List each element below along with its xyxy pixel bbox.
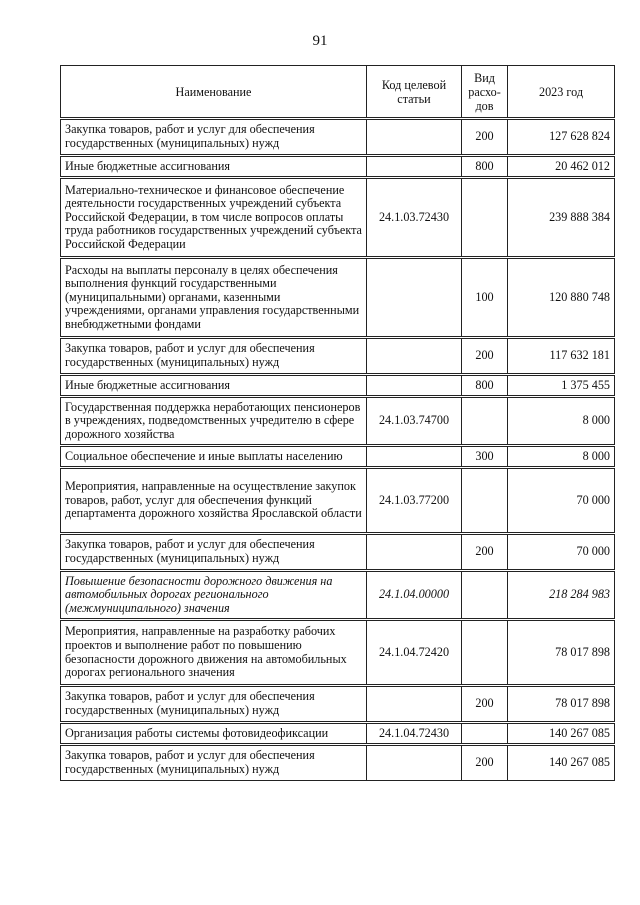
row-name: Организация работы системы фотовидеофиксации [61, 723, 367, 745]
row-code [367, 534, 462, 571]
row-amount: 140 267 085 [508, 745, 615, 781]
row-amount: 8 000 [508, 446, 615, 468]
row-code [367, 119, 462, 156]
header-name: Наименование [61, 66, 367, 119]
row-name: Закупка товаров, работ и услуг для обеспечения государственных (муниципальных) нужд [61, 338, 367, 375]
row-amount: 239 888 384 [508, 178, 615, 258]
row-type: 100 [462, 258, 508, 338]
row-amount: 120 880 748 [508, 258, 615, 338]
row-code: 24.1.03.77200 [367, 468, 462, 534]
table-row [61, 468, 615, 534]
table-row [61, 258, 615, 338]
row-code: 24.1.04.72420 [367, 620, 462, 686]
row-name: Расходы на выплаты персоналу в целях обеспечения выполнения функций государственными (муниципальными) органами, казенными учреждениями, органами управления государственными внебюджетными фондами [61, 258, 367, 338]
row-type: 200 [462, 338, 508, 375]
row-type: 300 [462, 446, 508, 468]
header-code: Код целевой статьи [367, 66, 462, 119]
row-code: 24.1.03.74700 [367, 397, 462, 446]
row-name: Закупка товаров, работ и услуг для обеспечения государственных (муниципальных) нужд [61, 686, 367, 723]
row-amount: 218 284 983 [508, 571, 615, 620]
row-type: 200 [462, 534, 508, 571]
row-name: Материально-техническое и финансовое обеспечение деятельности государственных учреждений субъекта Российской Федерации, в том числе вопросов оплаты труда работников государственных учреждений субъекта Российской Федерации [61, 178, 367, 258]
table-row [61, 745, 615, 781]
row-name: Иные бюджетные ассигнования [61, 156, 367, 178]
row-amount: 127 628 824 [508, 119, 615, 156]
row-amount: 8 000 [508, 397, 615, 446]
row-code: 24.1.04.72430 [367, 723, 462, 745]
row-type: 200 [462, 686, 508, 723]
row-name: Повышение безопасности дорожного движения на автомобильных дорогах регионального (межмуниципального) значения [61, 571, 367, 620]
row-code: 24.1.03.72430 [367, 178, 462, 258]
table-row [61, 571, 615, 620]
row-code [367, 745, 462, 781]
table-row [61, 178, 615, 258]
table-row [61, 534, 615, 571]
header-type: Вид расхо-дов [462, 66, 508, 119]
row-name: Мероприятия, направленные на осуществление закупок товаров, работ, услуг для обеспечения функций департамента дорожного хозяйства Ярославской области [61, 468, 367, 534]
row-code [367, 375, 462, 397]
header-amount: 2023 год [508, 66, 615, 119]
table-row [61, 119, 615, 156]
table-row [61, 620, 615, 686]
row-name: Мероприятия, направленные на разработку рабочих проектов и выполнение работ по повышению безопасности дорожного движения на автомобильных дорогах регионального значения [61, 620, 367, 686]
row-name: Государственная поддержка неработающих пенсионеров в учреждениях, подведомственных учредителю в сфере дорожного хозяйства [61, 397, 367, 446]
row-name: Закупка товаров, работ и услуг для обеспечения государственных (муниципальных) нужд [61, 534, 367, 571]
row-amount: 70 000 [508, 534, 615, 571]
row-amount: 117 632 181 [508, 338, 615, 375]
budget-table [60, 65, 615, 781]
table-row [61, 375, 615, 397]
row-type: 800 [462, 375, 508, 397]
row-name: Иные бюджетные ассигнования [61, 375, 367, 397]
row-type [462, 397, 508, 446]
row-name: Социальное обеспечение и иные выплаты населению [61, 446, 367, 468]
table-row [61, 338, 615, 375]
row-amount: 78 017 898 [508, 620, 615, 686]
row-type [462, 571, 508, 620]
row-code [367, 446, 462, 468]
row-amount: 70 000 [508, 468, 615, 534]
row-type: 200 [462, 119, 508, 156]
row-name: Закупка товаров, работ и услуг для обеспечения государственных (муниципальных) нужд [61, 745, 367, 781]
row-type [462, 178, 508, 258]
row-code [367, 156, 462, 178]
page-number: 91 [312, 33, 328, 49]
row-type [462, 620, 508, 686]
row-amount: 78 017 898 [508, 686, 615, 723]
table-row [61, 156, 615, 178]
row-type: 800 [462, 156, 508, 178]
table-row [61, 723, 615, 745]
row-code [367, 258, 462, 338]
row-amount: 140 267 085 [508, 723, 615, 745]
row-type [462, 723, 508, 745]
row-type [462, 468, 508, 534]
row-amount: 20 462 012 [508, 156, 615, 178]
table-row [61, 446, 615, 468]
table-row [61, 686, 615, 723]
table-header-row [61, 66, 615, 119]
row-code [367, 686, 462, 723]
row-name: Закупка товаров, работ и услуг для обеспечения государственных (муниципальных) нужд [61, 119, 367, 156]
row-type: 200 [462, 745, 508, 781]
row-code [367, 338, 462, 375]
row-amount: 1 375 455 [508, 375, 615, 397]
row-code: 24.1.04.00000 [367, 571, 462, 620]
table-row [61, 397, 615, 446]
